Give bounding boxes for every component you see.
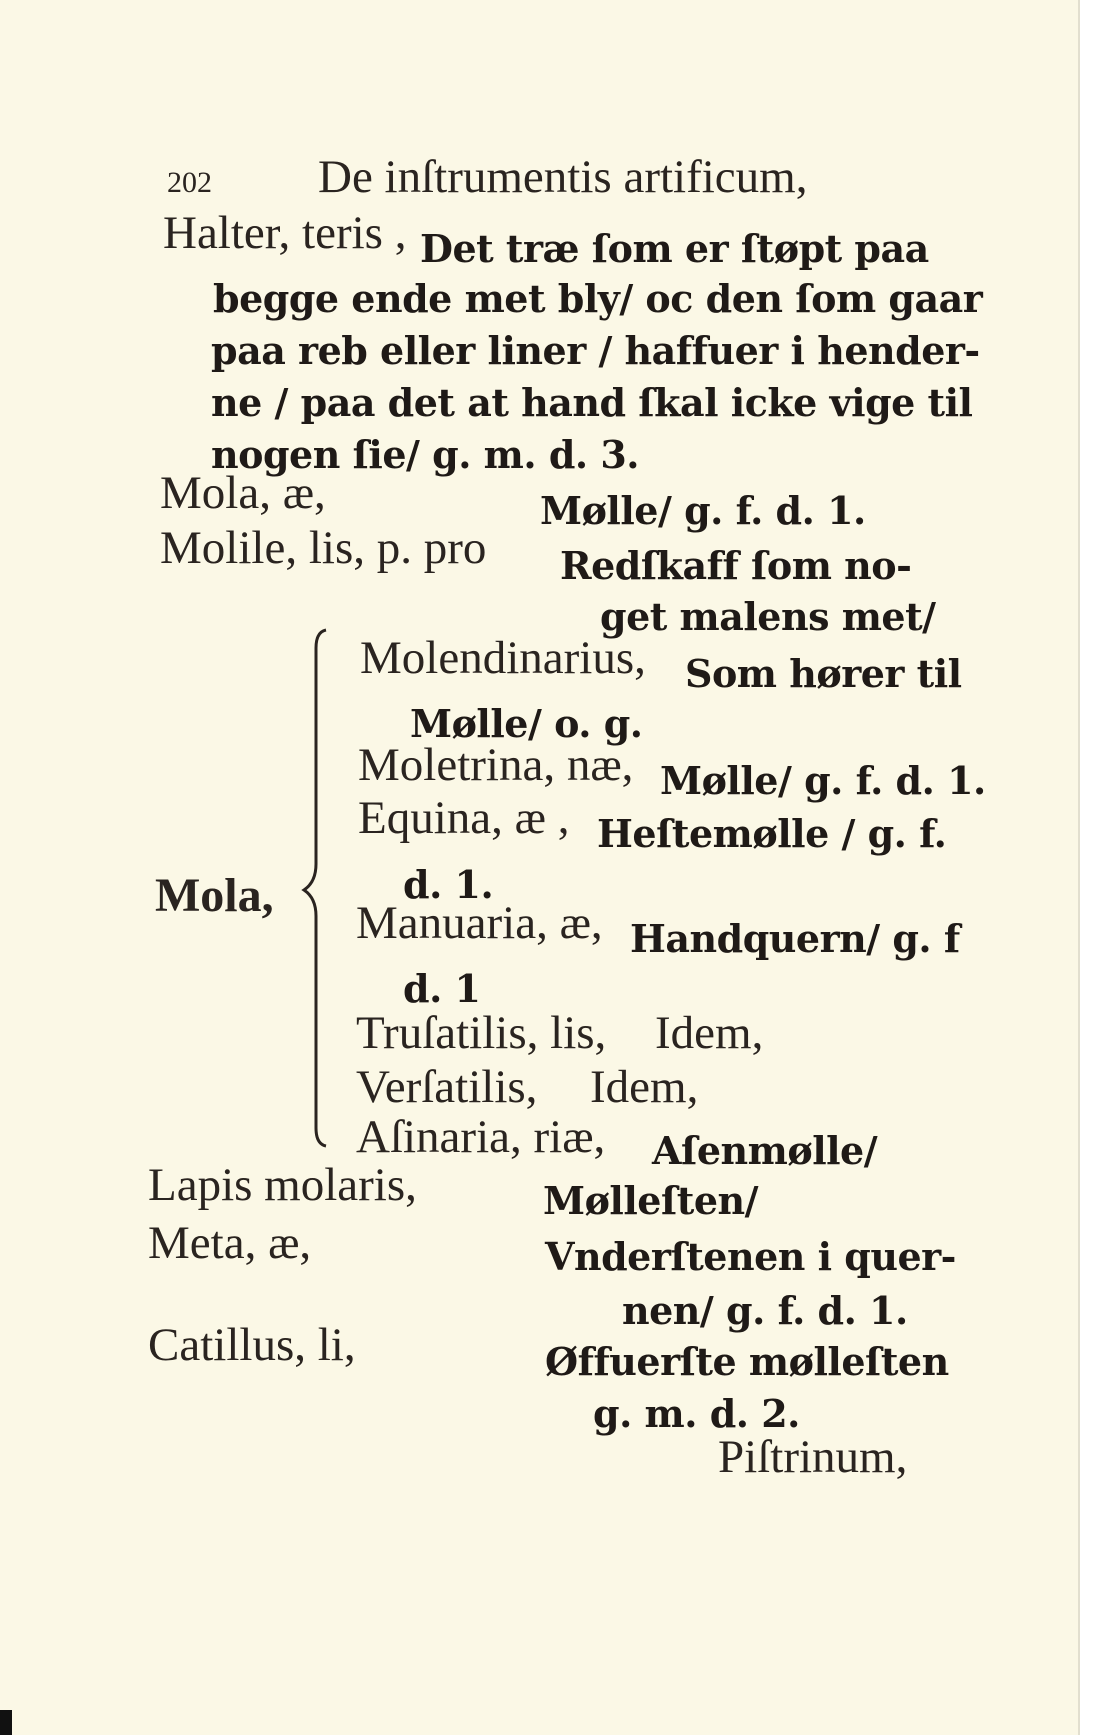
entry-meta-gloss-line: nen/ g. f. d. 1.	[622, 1288, 908, 1333]
group-item-gloss-cont: d. 1	[403, 966, 481, 1011]
entry-catillus-latin: Catillus, li,	[148, 1319, 356, 1371]
entry-halter-gloss-line: nogen ſie/ g. m. d. 3.	[211, 432, 640, 477]
group-item-gloss: Idem,	[655, 1007, 764, 1059]
entry-lapis-gloss: Mølleſten/	[543, 1178, 759, 1223]
entry-meta-latin: Meta, æ,	[148, 1217, 312, 1269]
page-edge	[1078, 0, 1080, 1735]
entry-molile-gloss-line: Redſkaff ſom no-	[560, 543, 912, 588]
group-item-gloss: Aſenmølle/	[652, 1128, 878, 1173]
group-item-latin: Verſatilis,	[356, 1061, 538, 1113]
entry-halter-gloss-line: ne / paa det at hand ſkal icke vige til	[211, 380, 973, 425]
entry-meta-gloss-line: Vnderſtenen i quer-	[545, 1234, 956, 1279]
scan-edge-mark	[0, 1710, 12, 1735]
entry-mola-latin: Mola, æ,	[160, 467, 326, 519]
entry-halter-latin: Halter, teris ,	[163, 207, 407, 259]
entry-molile-gloss-line: get malens met/	[600, 594, 936, 639]
group-item-gloss-cont: d. 1.	[403, 862, 494, 907]
entry-catillus-gloss-line: Øffuerſte mølleſten	[545, 1339, 949, 1384]
entry-halter-gloss-line: paa reb eller liner / haffuer i hender-	[211, 328, 980, 373]
group-item-gloss: Idem,	[590, 1061, 699, 1113]
entry-mola-gloss: Mølle/ g. f. d. 1.	[540, 488, 866, 533]
group-item-latin: Equina, æ ,	[358, 792, 570, 844]
group-item-latin: Truſatilis, lis,	[356, 1007, 607, 1059]
running-title: De inſtrumentis artificum,	[318, 151, 808, 203]
group-item-gloss-cont: Mølle/ o. g.	[410, 701, 643, 746]
entry-lapis-latin: Lapis molaris,	[148, 1159, 417, 1211]
group-item-latin: Manuaria, æ,	[356, 897, 603, 949]
group-item-latin: Moletrina, næ,	[358, 739, 634, 791]
curly-brace	[300, 628, 330, 1148]
group-item-gloss: Som hører til	[685, 651, 962, 696]
group-item-latin: Aſinaria, riæ,	[356, 1111, 606, 1163]
group-item-gloss: Handquern/ g. f	[630, 916, 960, 961]
catchword: Piſtrinum,	[718, 1431, 908, 1483]
entry-halter-gloss-line: begge ende met bly/ oc den ſom gaar	[213, 276, 983, 321]
entry-halter-gloss-line: Det træ ſom er ſtøpt paa	[420, 226, 929, 271]
entry-molile-latin: Molile, lis, p. pro	[160, 522, 487, 574]
group-item-latin: Molendinarius,	[360, 632, 646, 684]
page-number: 202	[167, 166, 212, 199]
entry-catillus-gloss-line: g. m. d. 2.	[593, 1391, 800, 1436]
group-item-gloss: Mølle/ g. f. d. 1.	[660, 758, 986, 803]
mola-group-label: Mola,	[155, 869, 274, 922]
group-item-gloss: Heſtemølle / g. f.	[597, 811, 947, 856]
